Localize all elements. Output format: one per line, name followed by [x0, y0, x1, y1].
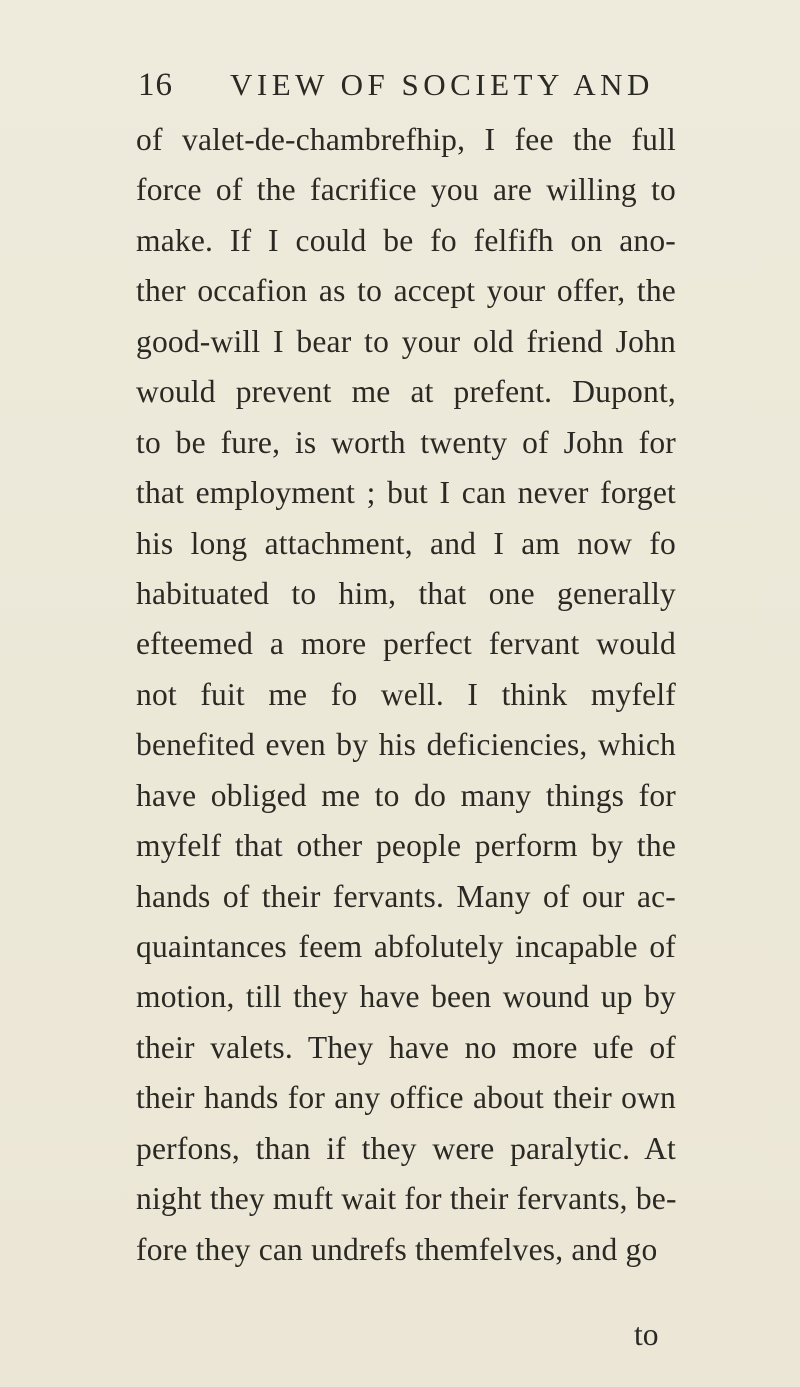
text-line: force of the facrifice you are willing to — [136, 172, 676, 208]
text-line: fore they can undrefs themfelves, and go — [136, 1231, 658, 1267]
text-line: ther occafion as to accept your offer, the — [136, 273, 676, 309]
text-line: of valet-de-chambrefhip, I fee the full — [136, 122, 676, 157]
body-text — [136, 115, 676, 1275]
text-line: to be fure, is worth twenty of John for — [136, 424, 676, 460]
text-line: not fuit me fo well. I think myfelf — [136, 676, 676, 712]
text-line: motion, till they have been wound up by — [136, 979, 676, 1015]
text-line: make. If I could be fo felfifh on ano- — [136, 222, 676, 258]
text-line: myfelf that other people perform by the — [136, 828, 676, 864]
text-line: his long attachment, and I am now fo — [136, 525, 676, 561]
text-line: that employment ; but I can never forget — [136, 475, 676, 511]
catchword: to — [634, 1317, 659, 1352]
running-head — [138, 60, 678, 110]
text-line: habituated to him, that one generally — [136, 575, 676, 611]
text-line: their valets. They have no more ufe of — [136, 1029, 676, 1065]
text-line: benefited even by his deficiencies, which — [136, 727, 676, 763]
text-line: night they muft wait for their fervants, be- — [136, 1181, 677, 1217]
running-title: VIEW OF SOCIETY AND — [230, 67, 654, 102]
text-line: hands of their fervants. Many of our ac- — [136, 878, 676, 914]
text-line: perfons, than if they were paralytic. At — [136, 1130, 676, 1166]
text-line: their hands for any office about their own — [136, 1080, 676, 1116]
text-line: quaintances feem abfolutely incapable of — [136, 929, 676, 964]
page-number: 16 — [138, 67, 173, 103]
text-line: efteemed a more perfect fervant would — [136, 626, 676, 662]
text-line: would prevent me at prefent. Dupont, — [136, 374, 676, 410]
text-line: good-will I bear to your old friend John — [136, 323, 676, 359]
text-line: have obliged me to do many things for — [136, 777, 676, 813]
